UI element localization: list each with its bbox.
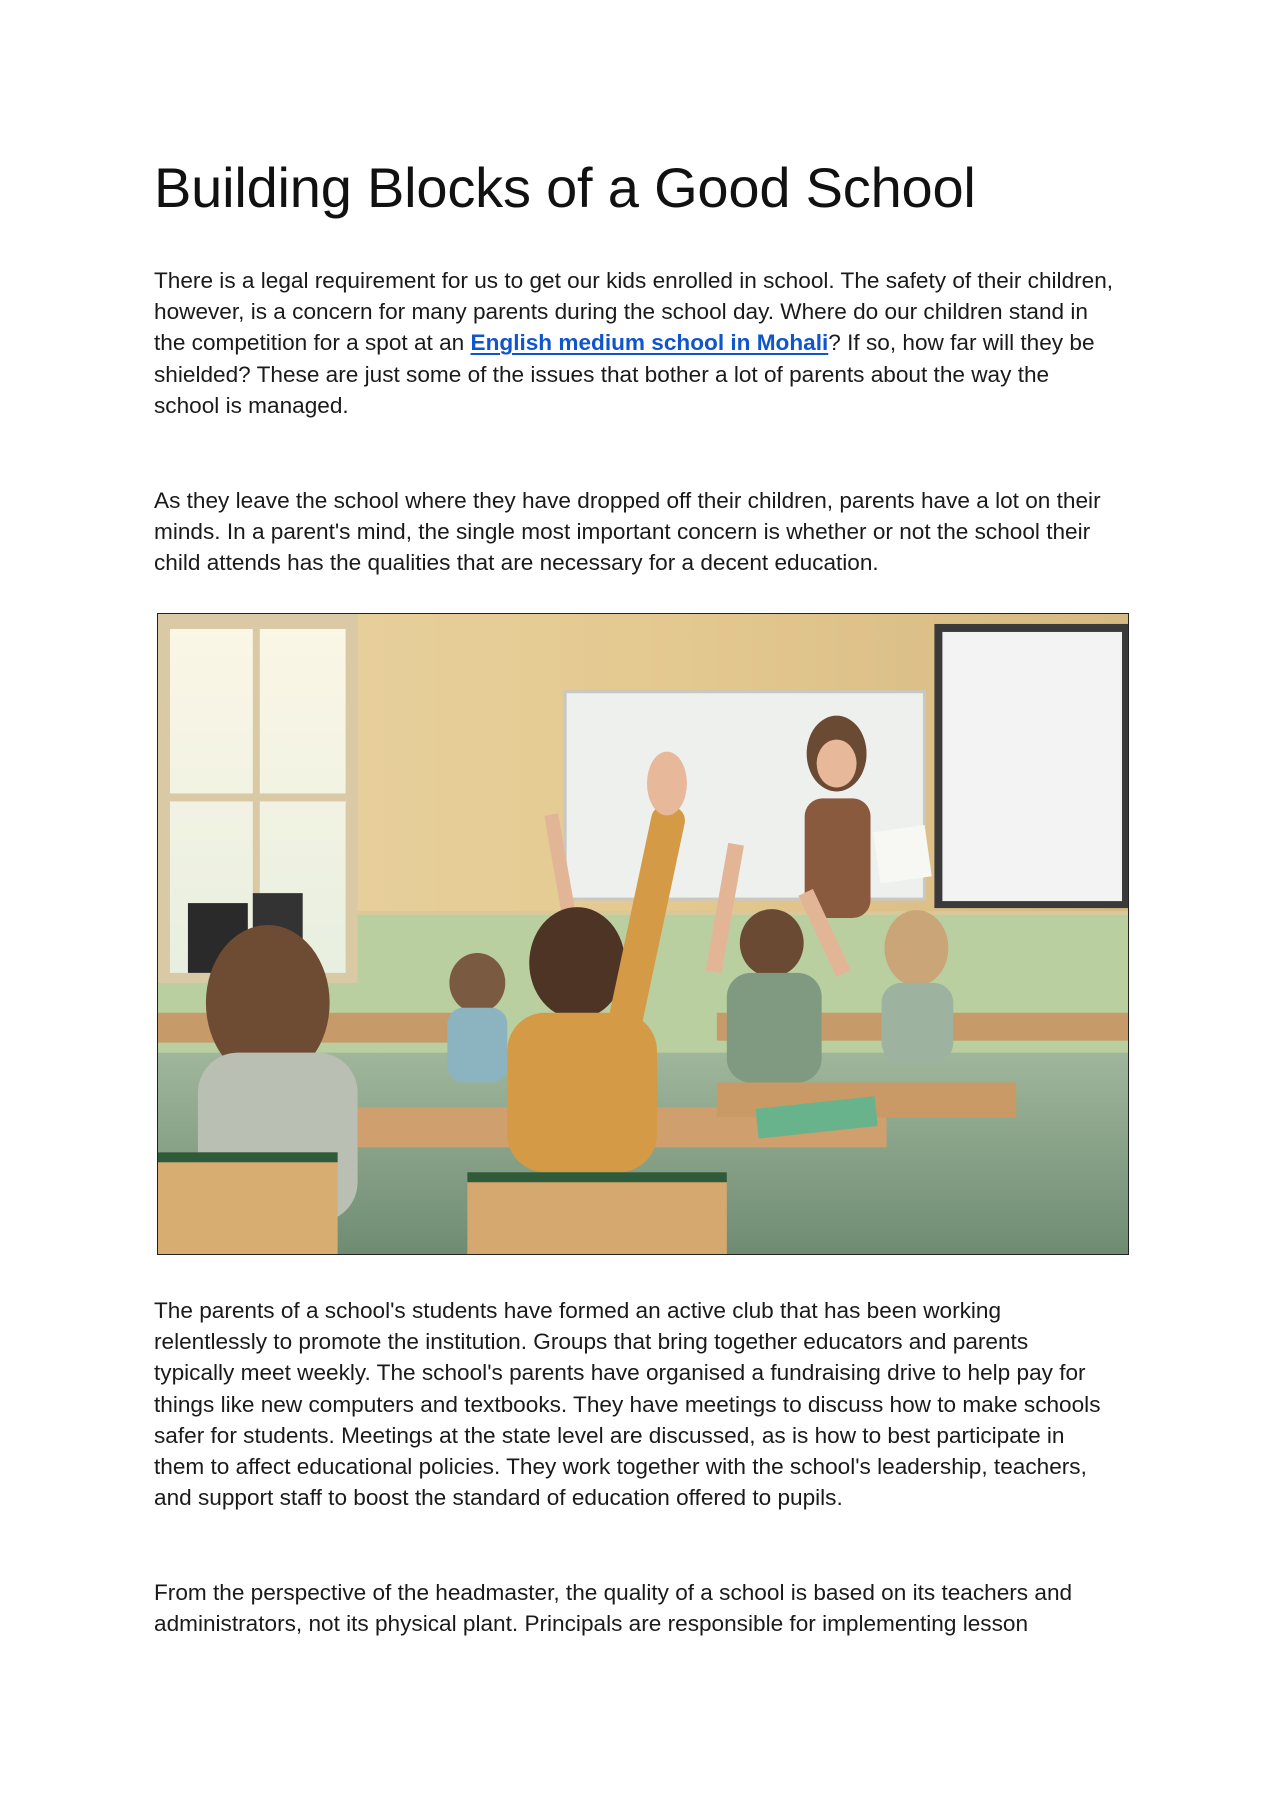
classroom-illustration [158,614,1128,1254]
intro-paragraph [154,265,1114,421]
english-medium-school-link[interactable]: English medium school in Mohali [470,330,829,356]
intro-text-after-link: ? If so, how far will they be shielded? These are just some of the issues that bother a lot of parents about the way the school is managed. [154,330,1095,418]
classroom-photo [157,613,1129,1255]
intro-text-before-link: There is a legal requirement for us to get our kids enrolled in school. The safety of their children, however, is a concern for many parents during the school day. Where do our children stand in the competition for a spot at an [154,268,1114,356]
headmaster-paragraph: From the perspective of the headmaster, the quality of a school is based on its teachers and administrators, not its physical plant. Principals are responsible for implementing lesson [154,1580,1073,1637]
page-title: Building Blocks of a Good School [154,156,976,219]
parents-club-paragraph: The parents of a school's students have formed an active club that has been working relentlessly to promote the institution. Groups that bring together educators and parents typically meet weekly. The school's parents have organised a fundraising drive to help pay for things like new computers and textbooks. They have meetings to discuss how to make schools safer for students. Meetings at the state level are discussed, as is how to best participate in them to affect educational policies. They work together with the school's leadership, teachers, and support staff to boost the standard of education offered to pupils. [154,1298,1101,1511]
parents-concern-paragraph: As they leave the school where they have dropped off their children, parents have a lot on their minds. In a parent's mind, the single most important concern is whether or not the school their child attends has the qualities that are necessary for a decent education. [154,488,1101,576]
